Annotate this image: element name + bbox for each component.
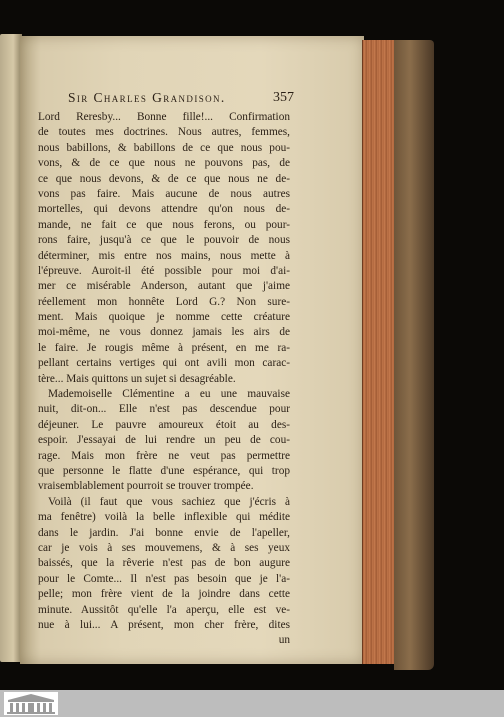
catchword: un [278, 634, 290, 647]
page-number: 357 [273, 90, 294, 105]
text-line: dans le jardin. J'ai bonne envie de l'apeller, [38, 526, 290, 539]
text-line: Lord Reresby... Bonne fille!... Confirmation [38, 111, 290, 123]
text-line: le faire. Je rougis même à présent, en me ra- [38, 341, 290, 354]
page-block-edge [362, 40, 397, 664]
text-line: rons faire, jusqu'à ce que le pouvoir de nous [38, 234, 290, 247]
text-line: vons, & de ce que nous ne pouvons pas, de [38, 157, 290, 170]
text-line: mortelles, qui devons attendre qu'on nous de- [38, 203, 290, 216]
text-line: que personne le flatte d'une espérance, qui trop [38, 464, 290, 477]
text-line: Voilà (il faut que vous sachiez que j'écris à [48, 495, 290, 508]
text-line: pour le Comte... Il n'est pas besoin que je l'a- [38, 572, 290, 585]
text-line: moi-même, ne vous donnez jamais les airs de [38, 326, 290, 339]
text-line: ment. Mais quoique je nomme cette créature [38, 311, 290, 324]
text-line: déjeuner. Le pauvre amoureux étoit au des- [38, 418, 290, 431]
text-line: pelle; mon frère vient de la joindre dans cette [38, 588, 290, 601]
text-line: espoir. J'essayai de lui rendre un peu de cou- [38, 434, 290, 447]
text-line: l'épreuve. Auroit-il été possible pour moi d'ai- [38, 264, 290, 277]
book-cover [394, 40, 434, 670]
text-line: mer ce misérable Anderson, autant que j'aime [38, 280, 290, 293]
text-line: car je vois à ses mouvemens, & à ses yeux [38, 541, 290, 554]
text-line: nous babillons, & babillons de ce que nous pou- [38, 141, 290, 154]
text-line: ce que nous devons, & de ce que nous ne de- [38, 172, 290, 185]
text-line: nuit, dit-on... Elle n'est pas descendue pour [38, 403, 290, 416]
text-line: nue à lui... A présent, mon cher frère, dites [38, 618, 290, 631]
text-line: mande, ne fait ce que nous ferons, ou pour- [38, 218, 290, 231]
text-line: Mademoiselle Clémentine a eu une mauvaise [48, 388, 290, 401]
text-line: vons pas faire. Mais aucune de nous autres [38, 187, 290, 200]
text-line: rage. Mais mon frère ne veut pas permettre [38, 449, 290, 462]
text-line: tère... Mais quittons un sujet si desagréable. [38, 372, 236, 385]
text-line: ma fenêtre) voilà la belle inflexible qui médite [38, 511, 290, 524]
running-title: Sir Charles Grandison. [68, 90, 226, 105]
body-text [38, 110, 290, 649]
text-line: baissés, que la rêverie n'est pas de bon augure [38, 557, 290, 570]
viewer-footer-bar [0, 690, 504, 717]
library-building-icon [4, 692, 58, 715]
left-page-edge [0, 34, 22, 662]
text-line: déterminer, mis entre nos mains, nous mette à [38, 249, 290, 262]
text-line: vraisemblablement pourroit se trouver trompée. [38, 480, 254, 493]
text-line: minute. Aussitôt qu'elle l'a aperçu, elle est ve- [38, 603, 290, 616]
text-line: pellant certains vertiges qui ont avili mon carac- [38, 357, 290, 370]
text-line: de toutes mes doctrines. Nous autres, femmes, [38, 126, 290, 139]
text-line: réellement mon honnête Lord G.? Non sure- [38, 295, 290, 308]
